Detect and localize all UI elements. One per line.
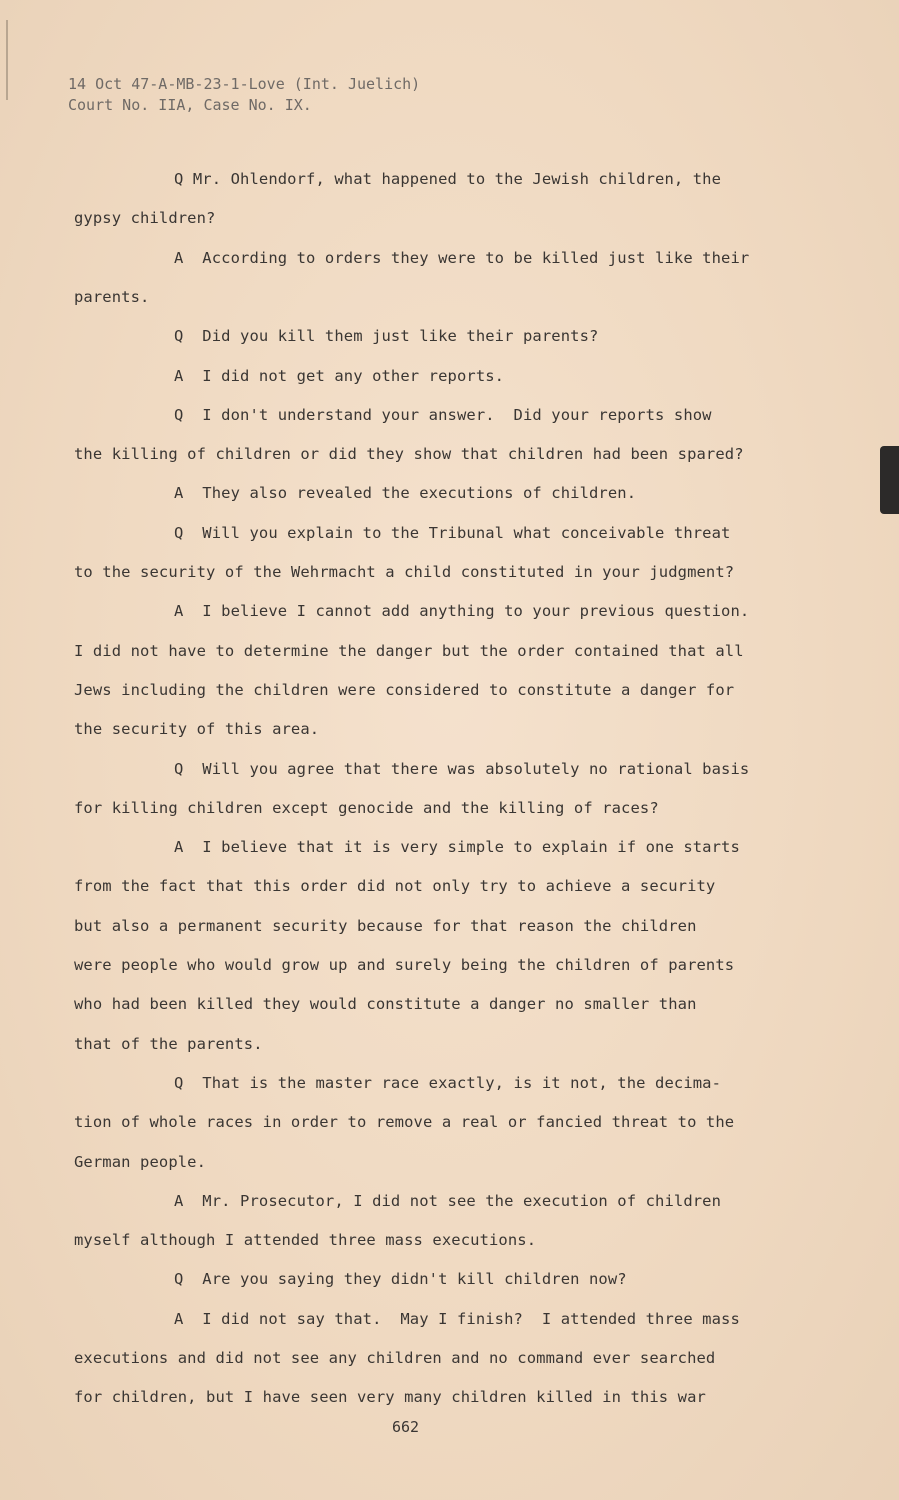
- transcript-line: Q Mr. Ohlendorf, what happened to the Jewish children, the: [174, 170, 722, 188]
- transcript-line: A I did not say that. May I finish? I attended three mass: [174, 1309, 740, 1328]
- transcript-line: A I believe I cannot add anything to your previous question.: [174, 602, 750, 621]
- transcript-line: the killing of children or did they show that children had been spared?: [74, 445, 744, 464]
- binding-hole: [880, 446, 899, 514]
- transcript-line: myself although I attended three mass executions.: [74, 1231, 537, 1250]
- transcript-line: from the fact that this order did not only try to achieve a security: [74, 877, 716, 896]
- transcript-line: parents.: [74, 287, 150, 306]
- transcript-line: who had been killed they would constitute a danger no smaller than: [74, 995, 697, 1014]
- transcript-line: the security of this area.: [74, 720, 320, 739]
- header-line-2: Court No. IIA, Case No. IX.: [68, 96, 312, 114]
- transcript-line: Q Will you explain to the Tribunal what conceivable threat: [174, 523, 731, 542]
- transcript-line: were people who would grow up and surely being the children of parents: [74, 956, 735, 974]
- transcript-line: Jews including the children were considered to constitute a danger for: [74, 680, 735, 699]
- transcript-line: A I did not get any other reports.: [174, 366, 505, 385]
- transcript-line: Q Will you agree that there was absolutely no rational basis: [174, 759, 750, 778]
- transcript-line: A They also revealed the executions of children.: [174, 484, 637, 503]
- transcript-line: Q Did you kill them just like their parents?: [174, 327, 599, 346]
- transcript-line: executions and did not see any children and no command ever searched: [74, 1349, 716, 1367]
- page-number: 662: [392, 1418, 420, 1436]
- page-edge-mark: [6, 20, 8, 100]
- transcript-line: Q Are you saying they didn't kill children now?: [174, 1270, 627, 1289]
- transcript-line: for children, but I have seen very many children killed in this war: [74, 1388, 706, 1407]
- document-header: [68, 74, 420, 116]
- transcript-line: to the security of the Wehrmacht a child constituted in your judgment?: [74, 563, 735, 581]
- transcript-line: that of the parents.: [74, 1034, 263, 1053]
- transcript-line: German people.: [74, 1152, 207, 1171]
- transcript-line: A Mr. Prosecutor, I did not see the execution of children: [174, 1191, 722, 1210]
- transcript-line: gypsy children?: [74, 209, 216, 228]
- header-line-1: 14 Oct 47-A-MB-23-1-Love (Int. Juelich): [68, 75, 421, 93]
- transcript-line: tion of whole races in order to remove a real or fancied threat to the: [74, 1113, 735, 1132]
- transcript-line: Q That is the master race exactly, is it not, the decima-: [174, 1073, 722, 1092]
- transcript-line: Q I don't understand your answer. Did your reports show: [174, 405, 712, 424]
- transcript-line: for killing children except genocide and the killing of races?: [74, 798, 659, 817]
- transcript-line: A I believe that it is very simple to explain if one starts: [174, 838, 740, 857]
- transcript-line: I did not have to determine the danger but the order contained that all: [74, 641, 744, 660]
- transcript-line: but also a permanent security because for that reason the children: [74, 916, 697, 935]
- transcript-line: A According to orders they were to be killed just like their: [174, 248, 750, 267]
